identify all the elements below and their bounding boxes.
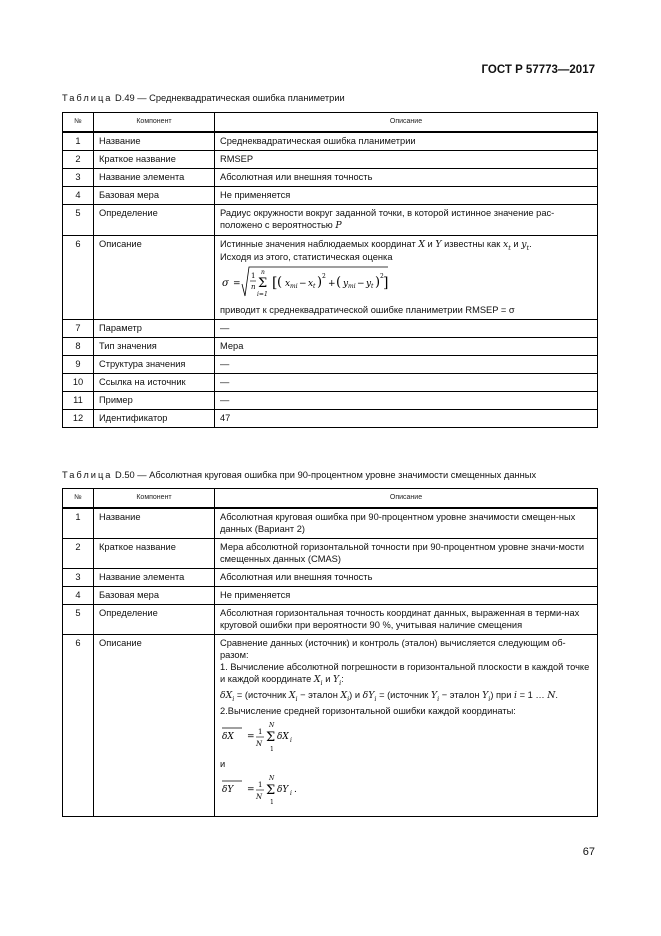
row-description: RMSEP xyxy=(215,151,598,169)
row-component: Описание xyxy=(94,236,215,320)
row-description: Не применяется xyxy=(215,187,598,205)
var-yi: $Y_i$ xyxy=(333,674,342,687)
row-number: 5 xyxy=(63,605,94,635)
description-p2: 1. Вычисление абсолютной погрешности в горизонтальной плоскости в каждой точке и каждой координате $X_i$ и $Y_i$: xyxy=(220,662,590,687)
row-component: Название элемента xyxy=(94,169,215,187)
table-header-row xyxy=(63,113,598,133)
svg-text:Σ: Σ xyxy=(266,730,276,745)
svg-text:N: N xyxy=(269,722,275,729)
row-description: Мера xyxy=(215,338,598,356)
table-row xyxy=(63,605,598,635)
table-row xyxy=(63,338,598,356)
svg-text:1: 1 xyxy=(270,799,274,806)
row-component: Параметр xyxy=(94,320,215,338)
mean-y-formula xyxy=(220,772,340,808)
col-number: № xyxy=(63,489,94,509)
table2-caption-label: Таблица xyxy=(62,470,113,480)
row-description: Абсолютная или внешняя точность xyxy=(215,169,598,187)
svg-text:N: N xyxy=(256,740,263,748)
row-component: Базовая мера xyxy=(94,587,215,605)
svg-text:t: t xyxy=(313,283,316,290)
description-line-1: Истинные значения наблюдаемых координат X и Y известны как $x_t$ и $y_t$. xyxy=(220,239,532,252)
table-row xyxy=(63,236,598,320)
table-row xyxy=(63,151,598,169)
table-row xyxy=(63,169,598,187)
row-component: Ссылка на источник xyxy=(94,374,215,392)
var-xi: $X_i$ xyxy=(313,674,323,687)
row-number: 7 xyxy=(63,320,94,338)
row-description: — xyxy=(215,320,598,338)
row-component: Идентификатор xyxy=(94,410,215,428)
var-yi-ref: $Y_i$ xyxy=(482,690,491,703)
col-description: Описание xyxy=(215,113,598,133)
svg-text:t: t xyxy=(371,283,374,290)
svg-text:−: − xyxy=(357,279,365,289)
svg-text:mi: mi xyxy=(290,283,298,290)
description-line-2: Исходя из этого, статистическая оценка xyxy=(220,252,393,262)
table-d50 xyxy=(62,488,598,817)
col-description: Описание xyxy=(215,489,598,509)
table1-caption-text: D.49 — Среднеквадратическая ошибка планиметрии xyxy=(115,93,345,103)
table1-caption-label: Таблица xyxy=(62,93,113,103)
row-number: 10 xyxy=(63,374,94,392)
row-number: 4 xyxy=(63,187,94,205)
svg-text:+: + xyxy=(328,279,336,289)
text: − эталон xyxy=(441,690,480,700)
var-xi-ref: $X_i$ xyxy=(340,690,350,703)
svg-text:(: ( xyxy=(277,275,283,290)
row-number: 2 xyxy=(63,539,94,569)
text: 1. Вычисление абсолютной погрешности в горизонтальной плоскости в каждой точке и каждой координате xyxy=(220,662,590,684)
text: Истинные значения наблюдаемых координат xyxy=(220,239,416,249)
col-component: Компонент xyxy=(94,489,215,509)
description-p3: $\delta X_i$ = (источник $X_i$ − эталон $X_i$) и $\delta Y_i$ = (источник $Y_i$ − эталон $Y_i$) при i = 1 … N. xyxy=(220,690,558,703)
col-number: № xyxy=(63,113,94,133)
var-i: i xyxy=(514,690,517,701)
row-description: 47 xyxy=(215,410,598,428)
row-number: 2 xyxy=(63,151,94,169)
svg-text:n: n xyxy=(261,269,265,276)
svg-text:δX: δX xyxy=(222,732,234,742)
row-component: Определение xyxy=(94,605,215,635)
table2-caption xyxy=(62,470,536,480)
row-number: 3 xyxy=(63,569,94,587)
svg-text:i: i xyxy=(290,790,292,797)
svg-text:σ: σ xyxy=(222,278,229,289)
svg-text:i: i xyxy=(290,737,292,744)
svg-text:2: 2 xyxy=(322,273,326,280)
var-n: N xyxy=(547,690,556,701)
svg-text:Σ: Σ xyxy=(258,276,268,291)
rmsep-formula xyxy=(220,265,420,301)
row-description: Среднеквадратическая ошибка планиметрии xyxy=(215,132,598,151)
svg-text:[: [ xyxy=(272,275,278,291)
row-description: Мера абсолютной горизонтальной точности при 90-процентном уровне значи-мости смещенных данных (CMAS) xyxy=(215,539,598,569)
svg-text:N: N xyxy=(269,775,275,782)
text: и xyxy=(325,674,331,684)
table-row xyxy=(63,539,598,569)
svg-text:N: N xyxy=(256,793,263,801)
svg-text:2: 2 xyxy=(380,273,384,280)
and-word: и xyxy=(220,759,226,769)
table-row xyxy=(63,392,598,410)
row-number: 6 xyxy=(63,635,94,817)
row-description xyxy=(215,236,598,320)
table-d49 xyxy=(62,112,598,428)
delta-y: $\delta Y_i$ xyxy=(362,690,377,703)
row-component: Название элемента xyxy=(94,569,215,587)
svg-text:δX: δX xyxy=(277,732,289,742)
row-component: Пример xyxy=(94,392,215,410)
row-component: Краткое название xyxy=(94,151,215,169)
delta-x: $\delta X_i$ xyxy=(220,690,235,703)
definition-text: Радиус окружности вокруг заданной точки, в которой истинное значение рас-положено с вероятностью xyxy=(220,208,555,230)
page-number: 67 xyxy=(582,846,595,858)
svg-text:): ) xyxy=(375,275,381,290)
svg-text:=: = xyxy=(233,279,241,289)
row-number: 11 xyxy=(63,392,94,410)
row-description: Абсолютная горизонтальная точность координат данных, выраженная в терми-нах круговой ошибки при вероятности 90 %, учитывая наличие смещения xyxy=(215,605,598,635)
row-description xyxy=(215,635,598,817)
table-row xyxy=(63,508,598,539)
text: = 1 … xyxy=(519,690,545,700)
table-row xyxy=(63,374,598,392)
table-row xyxy=(63,410,598,428)
row-description: Абсолютная или внешняя точность xyxy=(215,569,598,587)
row-description: — xyxy=(215,374,598,392)
svg-text:=: = xyxy=(247,785,255,795)
mean-x-formula xyxy=(220,719,340,755)
row-component: Описание xyxy=(94,635,215,817)
table-row xyxy=(63,635,598,817)
table-row xyxy=(63,320,598,338)
table-row xyxy=(63,132,598,151)
svg-text:y: y xyxy=(343,279,349,289)
text: − эталон xyxy=(300,690,338,700)
row-component: Базовая мера xyxy=(94,187,215,205)
row-component: Определение xyxy=(94,205,215,236)
standard-number: ГОСТ Р 57773—2017 xyxy=(481,64,595,76)
row-number: 9 xyxy=(63,356,94,374)
var-xi: $X_i$ xyxy=(288,690,298,703)
table2-caption-text: D.50 — Абсолютная круговая ошибка при 90-процентном уровне значимости смещенных данных xyxy=(115,470,537,480)
row-description: Абсолютная круговая ошибка при 90-процентном уровне значимости смещен-ных данных (Вариант 2) xyxy=(215,508,598,539)
var-yi: $Y_i$ xyxy=(430,690,440,703)
text: известны как xyxy=(444,239,501,249)
row-component: Краткое название xyxy=(94,539,215,569)
col-component: Компонент xyxy=(94,113,215,133)
svg-text:): ) xyxy=(317,275,323,290)
svg-text:−: − xyxy=(299,279,307,289)
var-x: X xyxy=(418,239,425,250)
text: и xyxy=(427,239,433,249)
svg-text:y: y xyxy=(366,279,372,289)
row-number: 4 xyxy=(63,587,94,605)
svg-text:(: ( xyxy=(336,275,342,290)
svg-text:mi: mi xyxy=(348,283,356,290)
svg-text:x: x xyxy=(308,279,314,289)
row-component: Тип значения xyxy=(94,338,215,356)
var-yt: $y_t$ xyxy=(521,239,530,252)
table-row xyxy=(63,356,598,374)
row-component: Название xyxy=(94,132,215,151)
svg-text:1: 1 xyxy=(251,272,256,280)
table-row xyxy=(63,187,598,205)
text: и xyxy=(513,239,519,249)
row-component: Название xyxy=(94,508,215,539)
svg-text:1: 1 xyxy=(258,781,263,789)
table-row xyxy=(63,569,598,587)
row-description: — xyxy=(215,356,598,374)
svg-text:δY: δY xyxy=(277,785,289,795)
table-row xyxy=(63,587,598,605)
row-component: Структура значения xyxy=(94,356,215,374)
table-header-row xyxy=(63,489,598,509)
text: = (источник xyxy=(236,690,287,700)
svg-text:Σ: Σ xyxy=(266,783,276,798)
table-row xyxy=(63,205,598,236)
svg-text:1: 1 xyxy=(270,746,274,753)
text: = (источник xyxy=(379,690,429,700)
var-y: Y xyxy=(435,239,442,250)
row-description: — xyxy=(215,392,598,410)
probability-variable: P xyxy=(335,220,342,231)
svg-text:n: n xyxy=(251,283,256,291)
row-number: 1 xyxy=(63,132,94,151)
row-number: 12 xyxy=(63,410,94,428)
svg-text:δY: δY xyxy=(222,785,234,795)
row-number: 1 xyxy=(63,508,94,539)
svg-text:x: x xyxy=(285,279,291,289)
row-number: 6 xyxy=(63,236,94,320)
row-number: 8 xyxy=(63,338,94,356)
row-number: 5 xyxy=(63,205,94,236)
svg-text:=: = xyxy=(247,732,255,742)
row-description: Не применяется xyxy=(215,587,598,605)
description-line-3: приводит к среднеквадратической ошибке планиметрии RMSEP = σ xyxy=(220,305,515,315)
table1-caption xyxy=(62,93,345,103)
svg-text:]: ] xyxy=(383,275,389,291)
description-p1: Сравнение данных (источник) и контроль (эталон) вычисляется следующим об-разом: xyxy=(220,638,566,660)
var-xt: $x_t$ xyxy=(502,239,511,252)
svg-text:.: . xyxy=(294,785,297,795)
row-description xyxy=(215,205,598,236)
svg-text:i=1: i=1 xyxy=(257,291,268,298)
row-number: 3 xyxy=(63,169,94,187)
description-p4: 2.Вычисление средней горизонтальной ошибки каждой координаты: xyxy=(220,706,516,716)
text: ) при xyxy=(490,690,512,700)
svg-text:1: 1 xyxy=(258,728,263,736)
text: ) и xyxy=(349,690,361,700)
